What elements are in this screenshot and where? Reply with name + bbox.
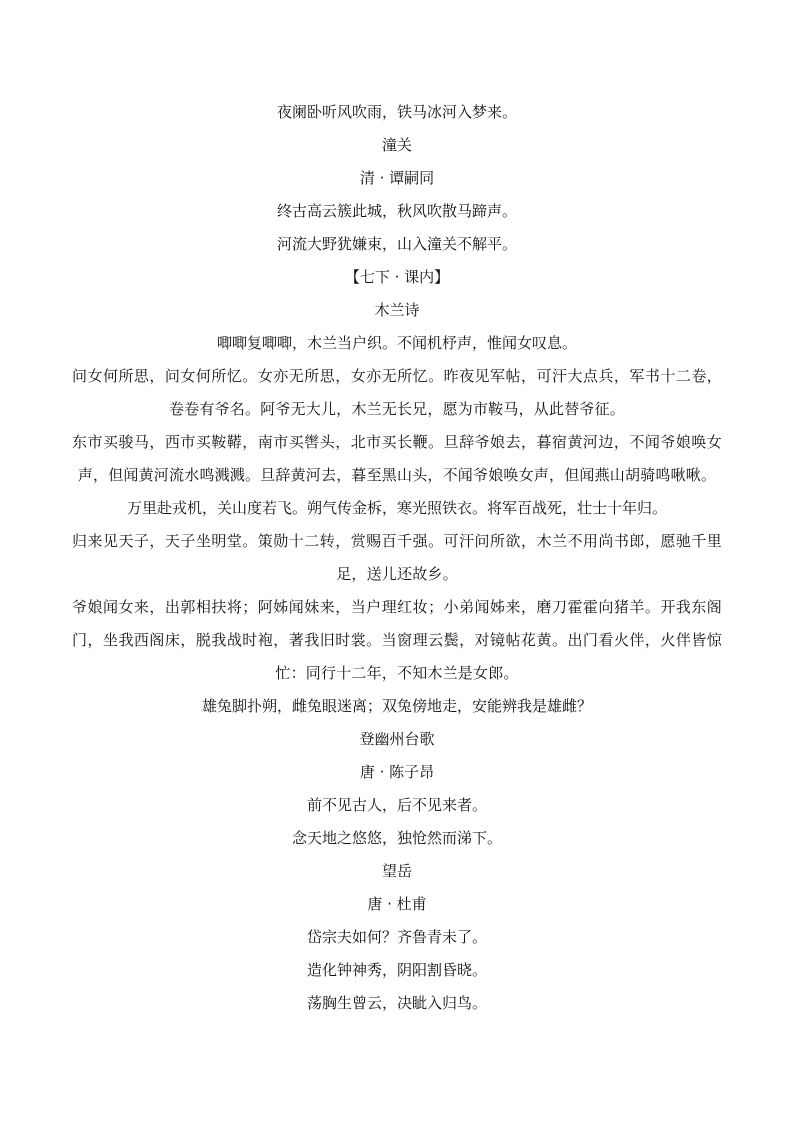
poem-line: 造化钟神秀，阴阳割昏晓。: [306, 961, 487, 979]
poem-line: 夜阑卧听风吹雨，铁马冰河入梦来。: [276, 103, 517, 121]
poem-line: 念天地之悠悠，独怆然而涕下。: [291, 829, 502, 847]
section-heading: 【七下 · 课内】: [344, 268, 450, 286]
poem-author: 清 · 谭嗣同: [359, 169, 435, 187]
poem-line: 荡胸生曾云，决眦入归鸟。: [306, 994, 487, 1012]
poem-title: 木兰诗: [374, 301, 420, 319]
poem-paragraph: 爷娘闻女来，出郭相扶将；阿姊闻妹来，当户理红妆；小弟闻姊来，磨刀霍霍向猪羊。开我东阁门，坐我西阁床，脱我战时袍，著我旧时裳。当窗理云鬓，对镜帖花黄。出门看火伴，火伴皆惊忙：同行十二年，不知木兰是女郎。: [72, 598, 722, 682]
poem-line: 岱宗夫如何？齐鲁青未了。: [306, 928, 487, 946]
poem-line: 雄兔脚扑朔，雌兔眼迷离；双兔傍地走，安能辨我是雄雌？: [201, 697, 592, 715]
poem-author: 唐 · 陈子昂: [359, 763, 435, 781]
poem-paragraph: 归来见天子，天子坐明堂。策勋十二转，赏赐百千强。可汗问所欲，木兰不用尚书郎，愿驰千里足，送儿还故乡。: [72, 532, 722, 583]
document-page: [72, 96, 722, 1020]
poem-line: 前不见古人，后不见来者。: [306, 796, 487, 814]
poem-title: 望岳: [381, 862, 412, 880]
poem-paragraph: 东市买骏马，西市买鞍鞯，南市买辔头，北市买长鞭。旦辞爷娘去，暮宿黄河边，不闻爷娘唤女声，但闻黄河流水鸣溅溅。旦辞黄河去，暮至黑山头，不闻爷娘唤女声，但闻燕山胡骑鸣啾啾。: [72, 433, 722, 484]
poem-line: 终古高云簇此城，秋风吹散马蹄声。: [276, 202, 517, 220]
poem-title: 登幽州台歌: [359, 730, 435, 748]
poem-line: 河流大野犹嫌束，山入潼关不解平。: [276, 235, 517, 253]
poem-line: 唧唧复唧唧，木兰当户织。不闻机杼声，惟闻女叹息。: [216, 334, 577, 352]
poem-title: 潼关: [381, 136, 412, 154]
poem-paragraph: 问女何所思，问女何所忆。女亦无所思，女亦无所忆。昨夜见军帖，可汗大点兵，军书十二卷，卷卷有爷名。阿爷无大儿，木兰无长兄，愿为市鞍马，从此替爷征。: [72, 367, 722, 418]
poem-author: 唐 · 杜甫: [367, 895, 427, 913]
poem-line: 万里赴戎机，关山度若飞。朔气传金柝，寒光照铁衣。将军百战死，壮士十年归。: [126, 499, 667, 517]
